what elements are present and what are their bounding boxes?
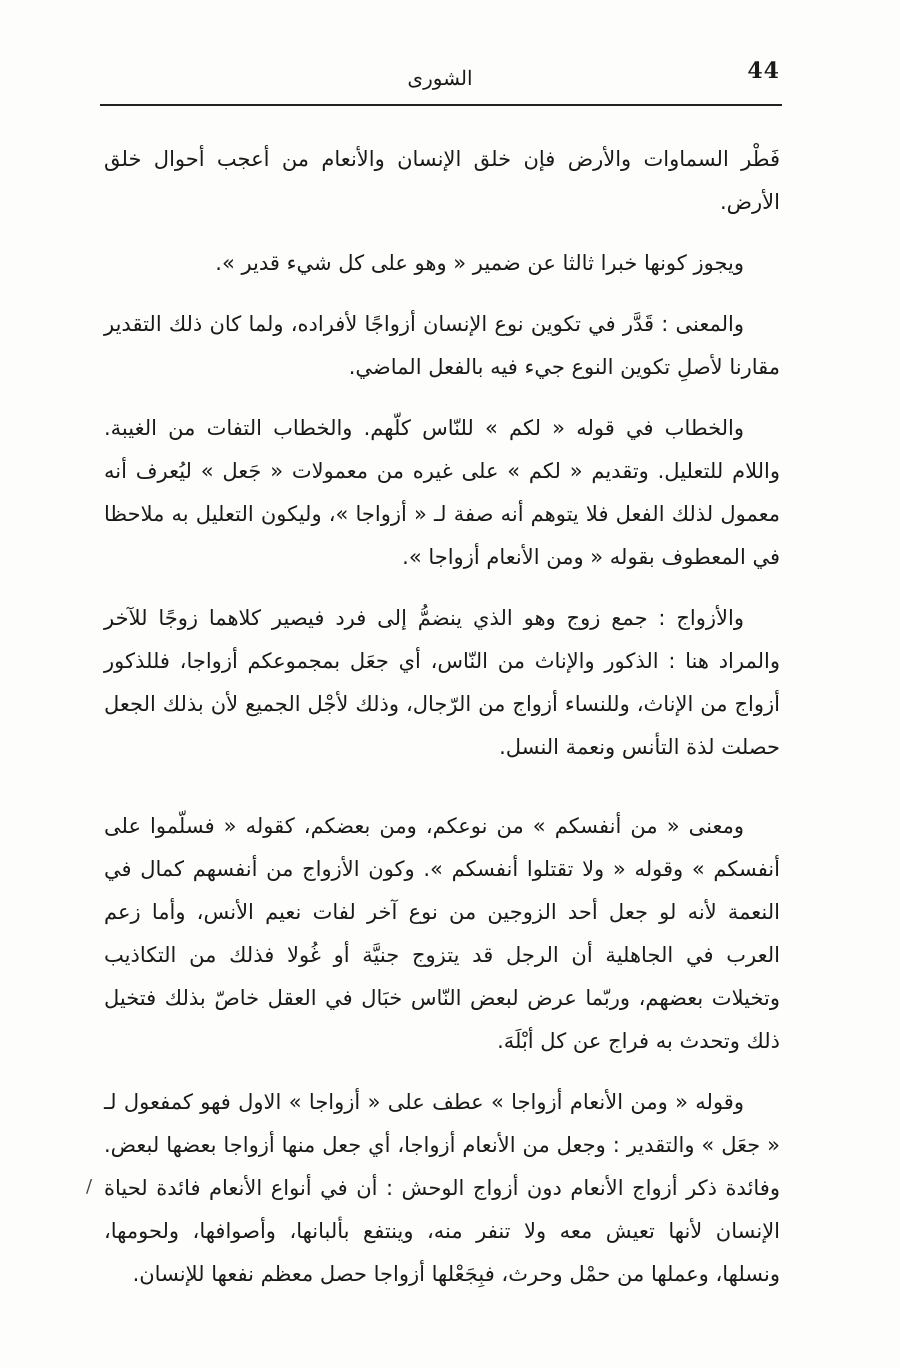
running-title: الشورى: [407, 66, 473, 90]
page-number: 44: [747, 58, 780, 84]
paragraph: وقوله « ومن الأنعام أزواجا » عطف على « أزواجا » الاول فهو كمفعول لـ « جعَل » والتقدير : وجعل من الأنعام أزواجا، أي جعل منها أزواجا بعضها لبعض. وفائدة ذكر أزواج الأنعام دون أزواج الوحش : أن في أنواع الأنعام فائدة لحياة الإنسان لأنها تعيش معه ولا تنفر منه، وينتفع بألبانها، وأصوافها، ولحومها، ونسلها، وعملها من حمْل وحرث، فبِجَعْلها أزواجا حصل معظم نفعها للإنسان.: [104, 1090, 780, 1286]
page-header: [100, 52, 780, 100]
main-text: [104, 138, 780, 1314]
paragraph: ويجوز كونها خبرا ثالثا عن ضمير « وهو على كل شيء قدير ».: [215, 251, 744, 275]
paragraph: فَطْر السماوات والأرض فإن خلق الإنسان والأنعام من أعجب أحوال خلق الأرض.: [104, 147, 780, 214]
paragraph: والخطاب في قوله « لكم » للنّاس كلّهم. والخطاب التفات من الغيبة. واللام للتعليل. وتقديم « لكم » على غيره من معمولات « جَعل » ليُعرف أنه معمول لذلك الفعل فلا يتوهم أنه صفة لـ « أزواجا »، وليكون التعليل به ملاحظا في المعطوف بقوله « ومن الأنعام أزواجا ».: [104, 416, 780, 569]
paragraph: ومعنى « من أنفسكم » من نوعكم، ومن بعضكم، كقوله « فسلّموا على أنفسكم » وقوله « ولا تقتلوا أنفسكم ». وكون الأزواج من أنفسهم كمال في النعمة لأنه لو جعل أحد الزوجين من نوع آخر لفات نعيم الأنس، وأما زعم العرب في الجاهلية أن الرجل قد يتزوج جنيَّة أو غُولا فذلك من التكاذيب وتخيلات بعضهم، وربّما عرض لبعض النّاس خبَال في العقل خاصّ بذلك فتخيل ذلك وتحدث به فراج عن كل أبْلَهَ.: [104, 814, 780, 1053]
margin-mark: /: [86, 1176, 93, 1197]
paragraph: والمعنى : قَدَّر في تكوين نوع الإنسان أزواجًا لأفراده، ولما كان ذلك التقدير مقارنا لأصلِ تكوين النوع جيء فيه بالفعل الماضي.: [104, 312, 780, 379]
header-divider: [100, 104, 782, 106]
paragraph: والأزواج : جمع زوج وهو الذي ينضمُّ إلى فرد فيصير كلاهما زوجًا للآخر والمراد هنا : الذكور والإناث من النّاس، أي جعَل بمجموعكم أزواجا، فللذكور أزواج من الإناث، وللنساء أزواج من الرّجال، وذلك لأجْل الجميع لأن بذلك الجعل حصلت لذة التأنس ونعمة النسل.: [104, 606, 780, 759]
